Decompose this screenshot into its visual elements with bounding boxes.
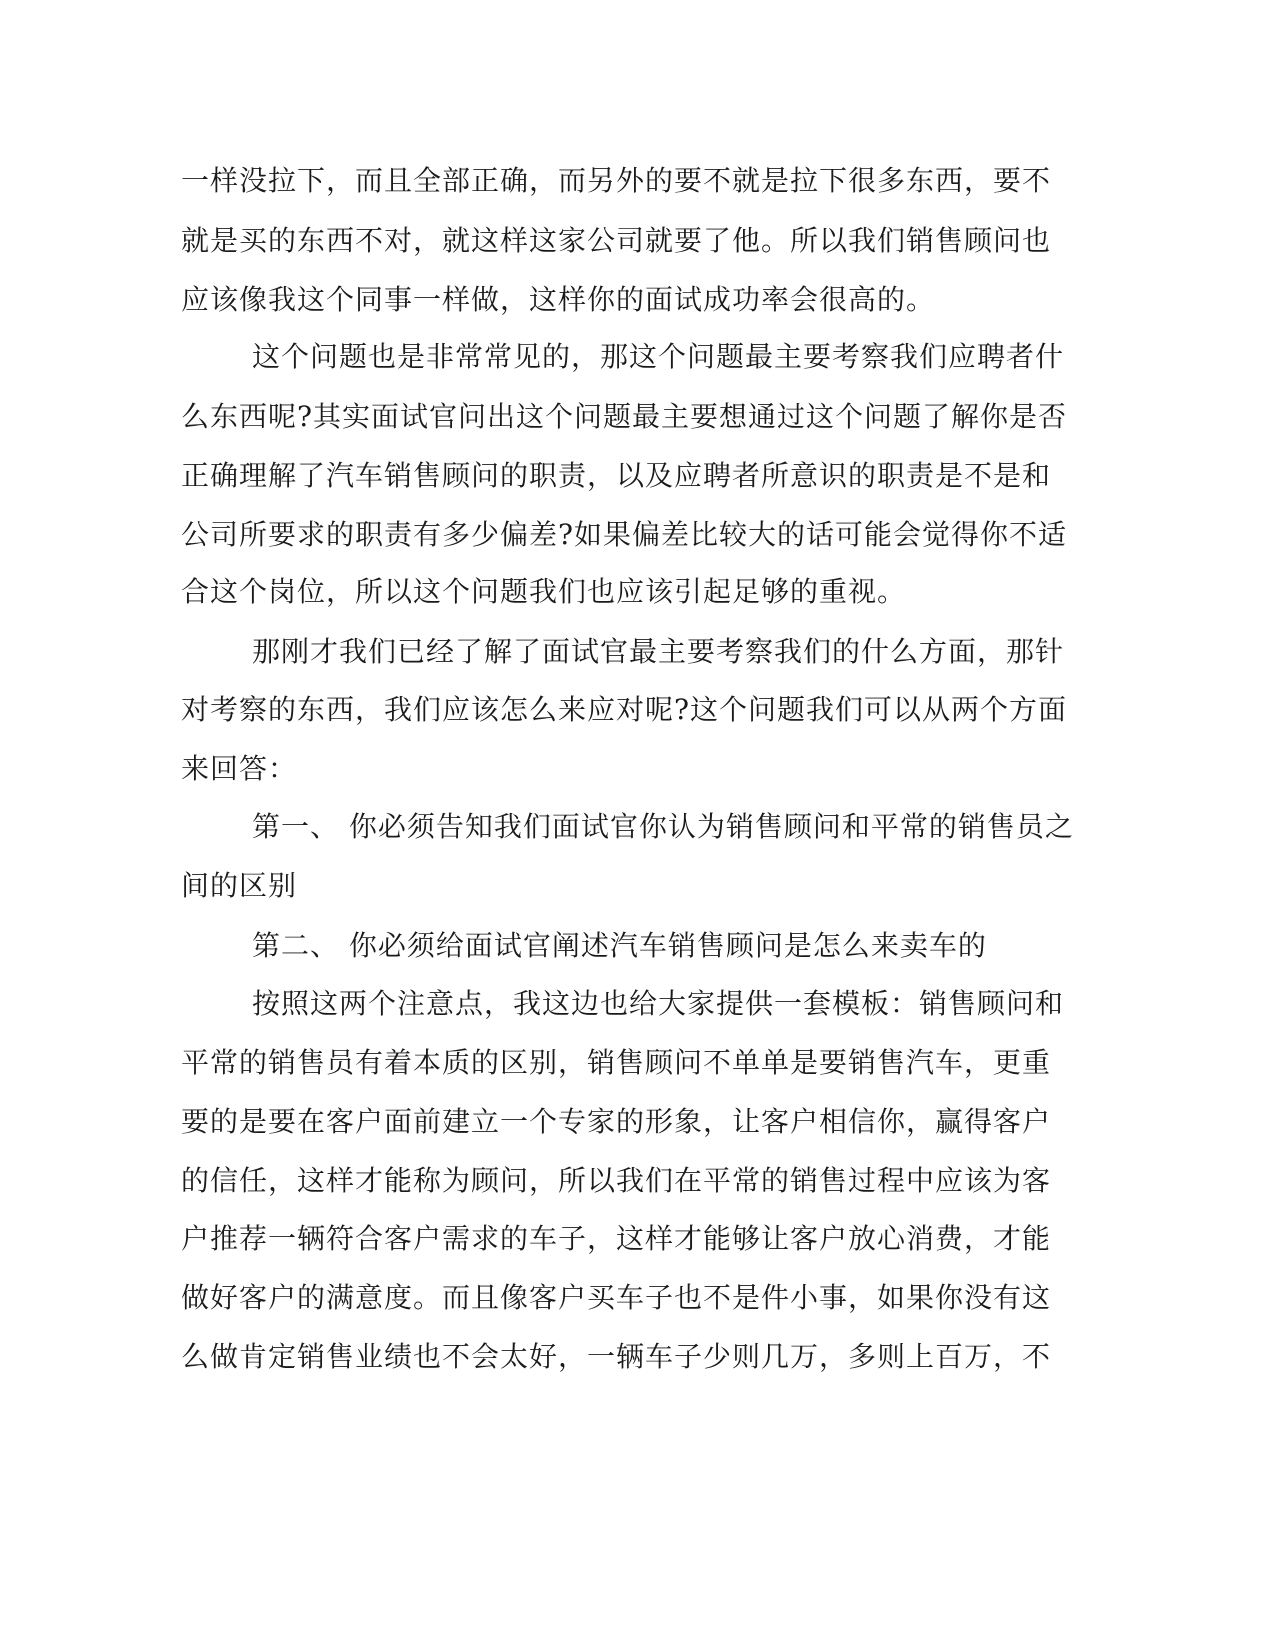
text-line: 要的是要在客户面前建立一个专家的形象，让客户相信你，赢得客户 <box>181 1105 1052 1138</box>
text-line: 一样没拉下，而且全部正确，而另外的要不就是拉下很多东西，要不 <box>181 164 1052 197</box>
list-item-second: 第二、 你必须给面试官阐述汽车销售顾问是怎么来卖车的 <box>252 929 987 962</box>
text-line: 么东西呢?其实面试官问出这个问题最主要想通过这个问题了解你是否 <box>181 400 1068 433</box>
text-line: 平常的销售员有着本质的区别，销售顾问不单单是要销售汽车，更重 <box>181 1046 1052 1079</box>
text-line: 合这个岗位，所以这个问题我们也应该引起足够的重视。 <box>181 575 907 608</box>
list-item-first: 第一、 你必须告知我们面试官你认为销售顾问和平常的销售员之 <box>252 810 1074 843</box>
text-line: 对考察的东西，我们应该怎么来应对呢?这个问题我们可以从两个方面 <box>181 693 1068 726</box>
text-line: 来回答： <box>181 752 298 785</box>
paragraph-start-line: 按照这两个注意点，我这边也给大家提供一套模板：销售顾问和 <box>252 987 1065 1020</box>
paragraph-start-line: 那刚才我们已经了解了面试官最主要考察我们的什么方面，那针 <box>252 635 1065 668</box>
text-line: 间的区别 <box>181 869 298 902</box>
text-line: 户推荐一辆符合客户需求的车子，这样才能够让客户放心消费，才能 <box>181 1222 1052 1255</box>
text-line: 的信任，这样才能称为顾问，所以我们在平常的销售过程中应该为客 <box>181 1164 1052 1197</box>
paragraph-start-line: 这个问题也是非常常见的，那这个问题最主要考察我们应聘者什 <box>252 340 1065 373</box>
text-line: 正确理解了汽车销售顾问的职责，以及应聘者所意识的职责是不是和 <box>181 459 1052 492</box>
text-line: 做好客户的满意度。而且像客户买车子也不是件小事，如果你没有这 <box>181 1281 1052 1314</box>
text-line: 就是买的东西不对，就这样这家公司就要了他。所以我们销售顾问也 <box>181 224 1052 257</box>
text-line: 么做肯定销售业绩也不会太好，一辆车子少则几万，多则上百万，不 <box>181 1340 1052 1373</box>
text-line: 公司所要求的职责有多少偏差?如果偏差比较大的话可能会觉得你不适 <box>181 518 1068 551</box>
text-line: 应该像我这个同事一样做，这样你的面试成功率会很高的。 <box>181 283 936 316</box>
